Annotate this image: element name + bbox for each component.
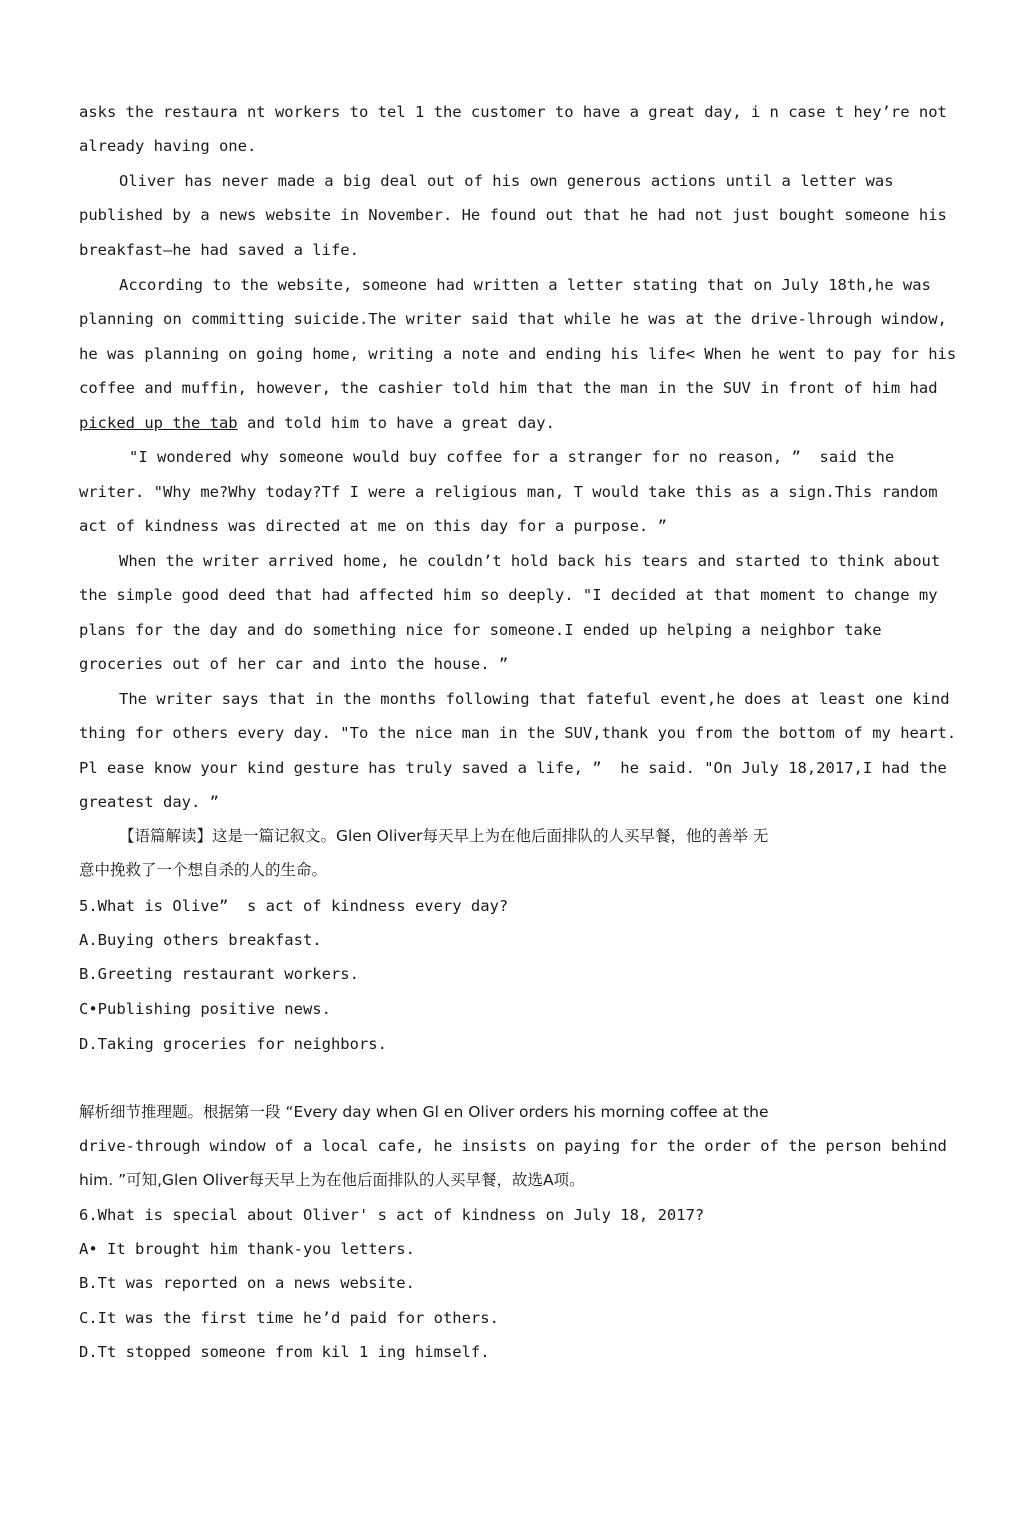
- passage-line: he was planning on going home, writing a note and ending his life< When he went to pay for his: [79, 345, 957, 363]
- question-6-option-d: D.Tt stopped someone from kil 1 ing himself.: [79, 1343, 490, 1361]
- passage-line: groceries out of her car and into the house. ”: [79, 655, 509, 673]
- passage-line: planning on committing suicide.The writer said that while he was at the drive-lhrough window,: [79, 310, 947, 328]
- passage-line: the simple good deed that had affected him so deeply. "I decided at that moment to change my: [79, 586, 938, 604]
- question-6-stem: 6.What is special about Oliver' s act of kindness on July 18, 2017?: [79, 1206, 705, 1224]
- passage-line: Oliver has never made a big deal out of his own generous actions until a letter was: [119, 172, 894, 190]
- question-5-option-c: C•Publishing positive news.: [79, 1000, 331, 1018]
- passage-line: Pl ease know your kind gesture has truly saved a life, ” he said. "On July 18,2017,I had the: [79, 759, 947, 777]
- question-5-analysis: him. ”可知,Glen Oliver每天早上为在他后面排队的人买早餐，故选A项。: [79, 1171, 585, 1189]
- passage-line: coffee and muffin, however, the cashier told him that the man in the SUV in front of him had: [79, 379, 938, 397]
- passage-line: already having one.: [79, 137, 257, 155]
- passage-summary: 【语篇解读】这是一篇记叙文。Glen Oliver每天早上为在他后面排队的人买早餐，他的善举 无: [119, 827, 769, 845]
- passage-line-rest: and told him to have a great day.: [237, 414, 555, 432]
- passage-line: act of kindness was directed at me on this day for a purpose. ”: [79, 517, 667, 535]
- passage-line: writer. "Why me?Why today?Tf I were a religious man, T would take this as a sign.This random: [79, 483, 938, 501]
- passage-line: breakfast—he had saved a life.: [79, 241, 359, 259]
- question-5-option-d: D.Taking groceries for neighbors.: [79, 1035, 387, 1053]
- passage-line: When the writer arrived home, he couldn’t hold back his tears and started to think about: [119, 552, 941, 570]
- passage-line: thing for others every day. "To the nice man in the SUV,thank you from the bottom of my heart.: [79, 724, 957, 742]
- question-5-analysis: 解析细节推理题。根据第一段 “Every day when Gl en Oliver orders his morning coffee at the: [79, 1103, 769, 1121]
- underlined-phrase: picked up the tab: [79, 414, 238, 432]
- question-6-option-c: C.It was the first time he’d paid for others.: [79, 1309, 499, 1327]
- passage-line: The writer says that in the months following that fateful event,he does at least one kind: [119, 690, 950, 708]
- question-5-stem: 5.What is Olive” s act of kindness every day?: [79, 897, 509, 915]
- question-5-analysis: drive-through window of a local cafe, he insists on paying for the order of the person behind: [79, 1137, 947, 1155]
- passage-line: greatest day. ”: [79, 793, 219, 811]
- question-6-option-a: A• It brought him thank-you letters.: [79, 1240, 415, 1258]
- passage-line: [79, 413, 555, 433]
- question-6-option-b: B.Tt was reported on a news website.: [79, 1274, 415, 1292]
- passage-line: published by a news website in November. He found out that he had not just bought someone his: [79, 206, 947, 224]
- passage-line: According to the website, someone had written a letter stating that on July 18th,he was: [119, 276, 931, 294]
- passage-line: plans for the day and do something nice for someone.I ended up helping a neighbor take: [79, 621, 882, 639]
- passage-summary-cont: 意中挽救了一个想自杀的人的生命。: [79, 861, 328, 879]
- passage-line: "I wondered why someone would buy coffee for a stranger for no reason, ” said the: [129, 448, 895, 466]
- passage-line: asks the restaura nt workers to tel 1 the customer to have a great day, i n case t hey’re not: [79, 103, 947, 121]
- question-5-option-b: B.Greeting restaurant workers.: [79, 965, 359, 983]
- question-5-option-a: A.Buying others breakfast.: [79, 931, 322, 949]
